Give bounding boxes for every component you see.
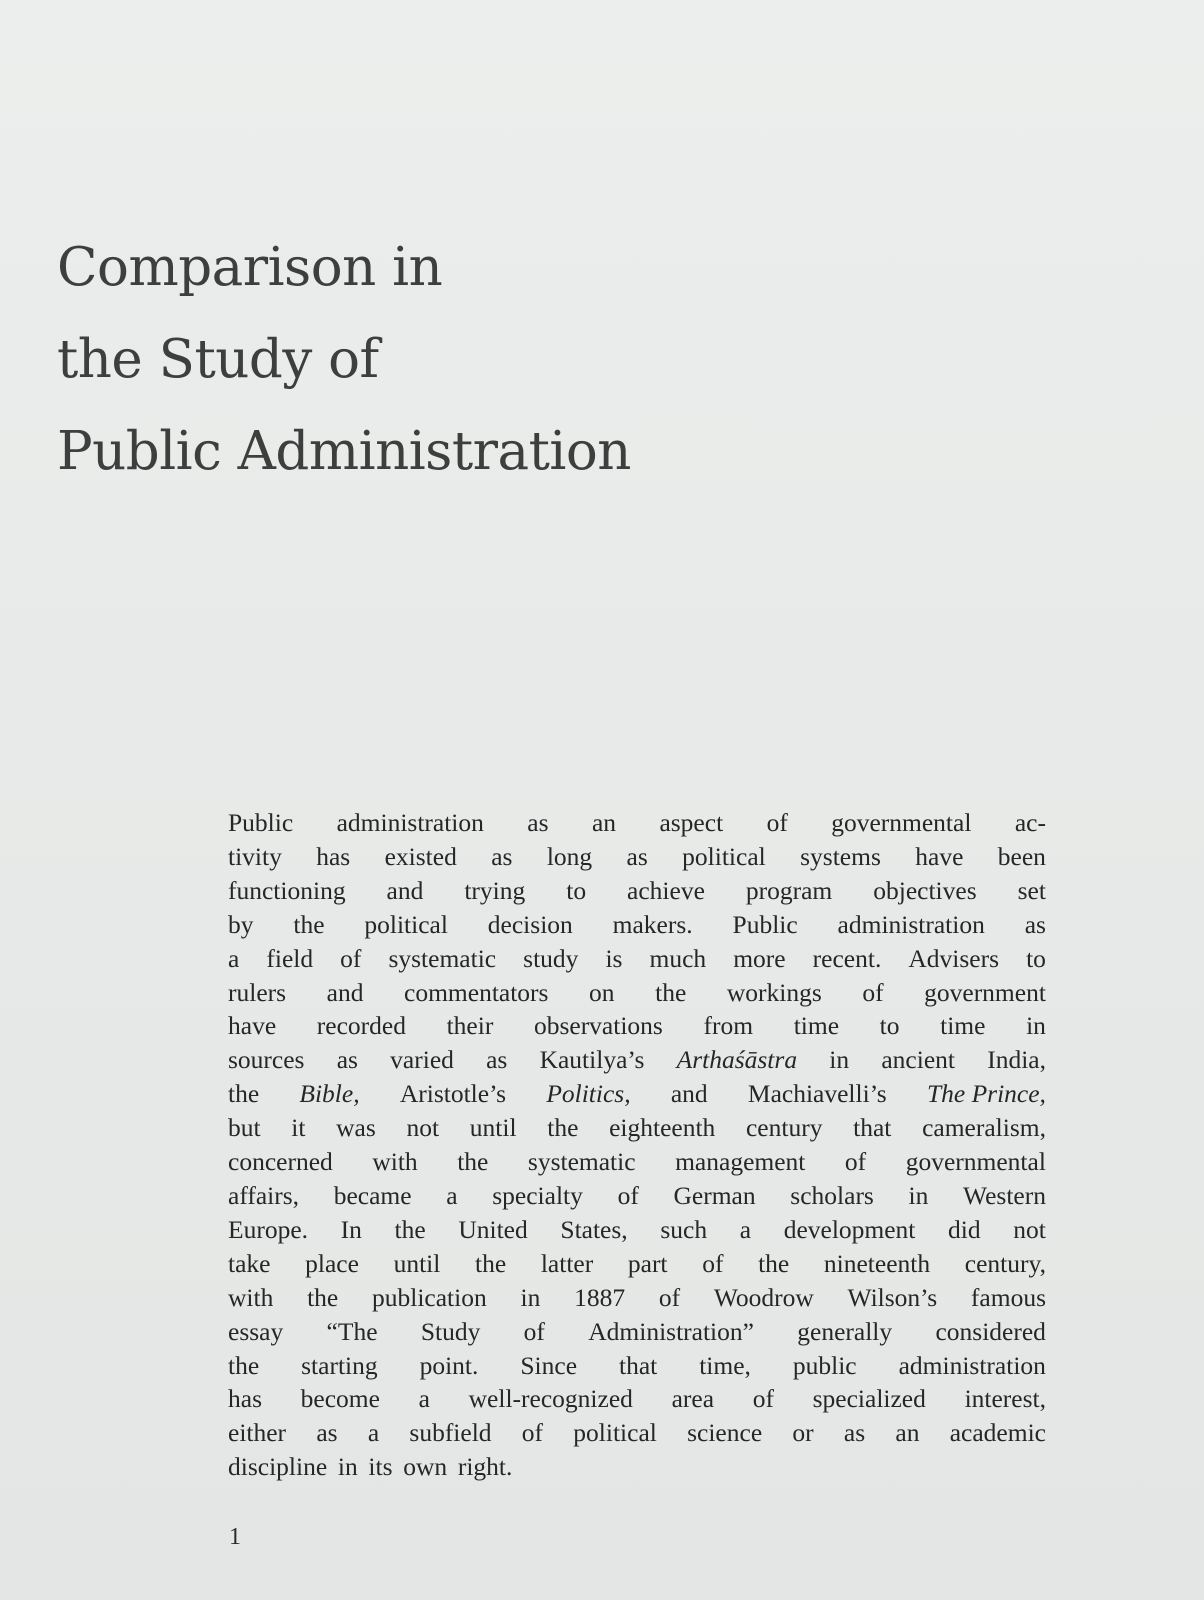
- body-word: become: [300, 1384, 380, 1414]
- body-word: a: [228, 943, 240, 973]
- body-line: [228, 1077, 1046, 1111]
- body-word: public: [792, 1350, 857, 1380]
- body-word: Since: [520, 1350, 578, 1380]
- body-word: as: [491, 841, 513, 871]
- body-word: the: [307, 1282, 339, 1312]
- body-word: and: [670, 1079, 708, 1109]
- body-word: part: [627, 1248, 668, 1278]
- body-word: objectives: [873, 875, 977, 905]
- body-word: functioning: [228, 875, 346, 905]
- body-word: time: [793, 1011, 840, 1041]
- body-word: has: [316, 841, 351, 871]
- chapter-title-line-1: Comparison in: [57, 237, 443, 298]
- body-word: “The: [326, 1316, 378, 1346]
- body-line: [228, 1009, 1046, 1043]
- body-word: until: [393, 1248, 441, 1278]
- body-word: subfield: [409, 1418, 492, 1448]
- body-word: Woodrow: [713, 1282, 814, 1312]
- body-word: States,: [560, 1214, 628, 1244]
- body-word: of: [340, 943, 362, 973]
- body-word: eighteenth: [609, 1113, 716, 1143]
- body-word: program: [745, 875, 833, 905]
- body-word: decision: [487, 909, 573, 939]
- body-word: did: [948, 1214, 981, 1244]
- body-word: the: [228, 1350, 260, 1380]
- body-word: of: [658, 1282, 681, 1312]
- body-word: in: [520, 1282, 541, 1312]
- body-word: commentators: [404, 977, 549, 1007]
- italic-title-word: The Prince,: [926, 1079, 1046, 1109]
- body-word: have: [228, 1011, 277, 1041]
- body-word: an: [591, 808, 617, 837]
- body-word: its: [368, 1452, 393, 1482]
- body-word: was: [336, 1113, 376, 1143]
- chapter-title-line-2: the Study of: [57, 329, 379, 390]
- body-word: the: [475, 1248, 507, 1278]
- body-word: German: [673, 1180, 756, 1210]
- body-word: United: [458, 1214, 528, 1244]
- body-word: until: [469, 1113, 517, 1143]
- body-word: or: [792, 1418, 814, 1448]
- body-word: Study: [420, 1316, 481, 1346]
- body-word: makers.: [612, 909, 693, 939]
- chapter-title-line-3: Public Administration: [57, 421, 631, 482]
- body-word: recorded: [316, 1011, 406, 1041]
- body-word: of: [702, 1248, 724, 1278]
- body-word: to: [566, 875, 587, 905]
- body-word: government: [924, 977, 1046, 1007]
- body-word: interest,: [964, 1384, 1046, 1414]
- body-word: that: [618, 1350, 658, 1380]
- body-word: Public: [228, 808, 294, 837]
- body-word: tivity: [228, 841, 282, 871]
- body-word: varied: [390, 1045, 454, 1075]
- body-word: the: [293, 909, 325, 939]
- body-word: in: [908, 1180, 929, 1210]
- body-word: area: [671, 1384, 715, 1414]
- body-word: aspect: [659, 808, 724, 837]
- body-word: of: [752, 1384, 774, 1414]
- body-word: point.: [419, 1350, 479, 1380]
- body-word: development: [783, 1214, 916, 1244]
- body-word: of: [617, 1180, 639, 1210]
- body-word: political: [682, 841, 766, 871]
- body-word: Public: [732, 909, 798, 939]
- body-word: right.: [457, 1452, 513, 1482]
- body-word: the: [228, 1079, 260, 1109]
- body-word: specialized: [812, 1384, 926, 1414]
- body-word: well-recognized: [468, 1384, 633, 1414]
- body-word: Western: [963, 1180, 1046, 1210]
- body-word: latter: [540, 1248, 594, 1278]
- body-word: administration: [898, 1350, 1046, 1380]
- body-word: field: [266, 943, 314, 973]
- body-word: study: [523, 943, 579, 973]
- body-line: [228, 806, 1046, 840]
- body-line: [228, 1349, 1046, 1383]
- body-word: long: [546, 841, 593, 871]
- body-word: observations: [533, 1011, 663, 1041]
- body-word: the: [655, 977, 687, 1007]
- body-line: [228, 1450, 1046, 1484]
- body-word: with: [372, 1147, 418, 1177]
- body-word: a: [367, 1418, 380, 1448]
- body-word: the: [394, 1214, 426, 1244]
- body-word: recent.: [812, 943, 882, 973]
- body-word: Advisers: [908, 943, 1000, 973]
- body-line: [228, 1145, 1046, 1179]
- body-word: as: [843, 1418, 866, 1448]
- body-word: place: [305, 1248, 359, 1278]
- body-word: own: [403, 1452, 448, 1482]
- body-word: set: [1017, 875, 1046, 905]
- body-word: academic: [949, 1418, 1046, 1448]
- body-word: Aristotle’s: [399, 1079, 507, 1109]
- body-word: publication: [372, 1282, 487, 1312]
- body-word: ancient: [881, 1045, 955, 1075]
- body-word: systematic: [388, 943, 497, 973]
- body-word: systematic: [527, 1147, 636, 1177]
- chapter-title: [57, 222, 757, 498]
- body-line: [228, 874, 1046, 908]
- body-word: in: [337, 1452, 358, 1482]
- body-word: trying: [464, 875, 526, 905]
- body-word: of: [862, 977, 884, 1007]
- body-word: and: [386, 875, 424, 905]
- body-word: ac-: [1014, 808, 1046, 837]
- body-word: and: [326, 977, 364, 1007]
- body-word: governmental: [831, 808, 972, 837]
- body-word: more: [733, 943, 786, 973]
- body-word: achieve: [627, 875, 705, 905]
- body-word: cameralism,: [922, 1113, 1046, 1143]
- body-word: Machiavelli’s: [747, 1079, 887, 1109]
- body-word: not: [1013, 1214, 1046, 1244]
- body-word: management: [675, 1147, 806, 1177]
- body-word: Administration”: [588, 1316, 754, 1346]
- body-word: of: [766, 808, 788, 837]
- body-line: [228, 1179, 1046, 1213]
- body-word: the: [547, 1113, 579, 1143]
- body-word: as: [316, 1418, 338, 1448]
- italic-title-word: Arthaśāstra: [676, 1045, 798, 1075]
- body-word: generally: [797, 1316, 893, 1346]
- body-word: of: [844, 1147, 867, 1177]
- body-word: administration: [336, 808, 484, 837]
- body-word: on: [589, 977, 615, 1007]
- body-word: been: [997, 841, 1046, 871]
- body-line: [228, 1315, 1046, 1349]
- body-word: affairs,: [228, 1180, 300, 1210]
- body-line: [228, 976, 1046, 1010]
- body-word: scholars: [790, 1180, 874, 1210]
- body-word: considered: [935, 1316, 1046, 1346]
- body-word: that: [853, 1113, 892, 1143]
- body-word: with: [228, 1282, 274, 1312]
- body-word: as: [626, 841, 648, 871]
- body-word: as: [1024, 909, 1046, 939]
- body-word: not: [406, 1113, 440, 1143]
- body-word: discipline: [228, 1452, 328, 1482]
- body-word: administration: [837, 909, 985, 939]
- body-word: the: [457, 1147, 489, 1177]
- body-word: as: [527, 808, 549, 837]
- body-word: time,: [699, 1350, 751, 1380]
- body-word: India,: [987, 1045, 1046, 1075]
- body-word: their: [446, 1011, 494, 1041]
- body-line: [228, 942, 1046, 976]
- body-word: is: [605, 943, 623, 973]
- body-word: political: [364, 909, 448, 939]
- body-word: essay: [228, 1316, 284, 1346]
- body-word: time: [940, 1011, 986, 1041]
- body-line: [228, 1416, 1046, 1450]
- body-word: Wilson’s: [847, 1282, 938, 1312]
- body-line: [228, 1247, 1046, 1281]
- body-word: by: [228, 909, 254, 939]
- body-word: existed: [384, 841, 457, 871]
- body-word: but: [228, 1113, 261, 1143]
- body-line: [228, 840, 1046, 874]
- body-word: famous: [970, 1282, 1046, 1312]
- page-number: 1: [229, 1524, 241, 1550]
- body-line: [228, 1043, 1046, 1077]
- body-word: much: [649, 943, 707, 973]
- body-word: sources: [228, 1045, 305, 1075]
- body-word: specialty: [492, 1180, 583, 1210]
- body-word: in: [1026, 1011, 1046, 1041]
- body-word: a: [446, 1180, 458, 1210]
- body-word: a: [418, 1384, 430, 1414]
- body-word: nineteenth: [823, 1248, 931, 1278]
- body-word: concerned: [228, 1147, 333, 1177]
- body-word: from: [703, 1011, 754, 1041]
- body-word: as: [336, 1045, 358, 1075]
- body-word: take: [228, 1248, 271, 1278]
- body-word: century,: [964, 1248, 1046, 1278]
- body-line: [228, 1281, 1046, 1315]
- body-word: 1887: [574, 1282, 626, 1312]
- body-word: to: [879, 1011, 900, 1041]
- body-word: of: [523, 1316, 545, 1346]
- body-word: workings: [726, 977, 822, 1007]
- body-word: systems: [800, 841, 881, 871]
- body-word: as: [486, 1045, 508, 1075]
- body-word: either: [228, 1418, 287, 1448]
- body-word: century: [745, 1113, 823, 1143]
- body-word: such: [660, 1214, 708, 1244]
- body-word: governmental: [905, 1147, 1046, 1177]
- body-word: political: [573, 1418, 657, 1448]
- body-word: of: [521, 1418, 544, 1448]
- body-line: [228, 908, 1046, 942]
- body-line: [228, 1213, 1046, 1247]
- italic-title-word: Politics,: [546, 1079, 631, 1109]
- body-word: an: [895, 1418, 920, 1448]
- body-word: in: [829, 1045, 850, 1075]
- body-word: science: [687, 1418, 763, 1448]
- body-line: [228, 1382, 1046, 1416]
- body-word: the: [758, 1248, 790, 1278]
- body-word: have: [915, 841, 964, 871]
- italic-title-word: Bible,: [299, 1079, 360, 1109]
- body-line: [228, 1111, 1046, 1145]
- body-paragraph: [228, 806, 1046, 1484]
- body-word: starting: [301, 1350, 378, 1380]
- body-word: Kautilya’s: [539, 1045, 645, 1075]
- body-word: a: [739, 1214, 752, 1244]
- body-word: has: [228, 1384, 262, 1414]
- body-word: In: [340, 1214, 362, 1244]
- body-word: to: [1026, 943, 1046, 973]
- body-word: Europe.: [228, 1214, 309, 1244]
- body-word: became: [333, 1180, 412, 1210]
- body-word: rulers: [228, 977, 287, 1007]
- body-word: it: [291, 1113, 306, 1143]
